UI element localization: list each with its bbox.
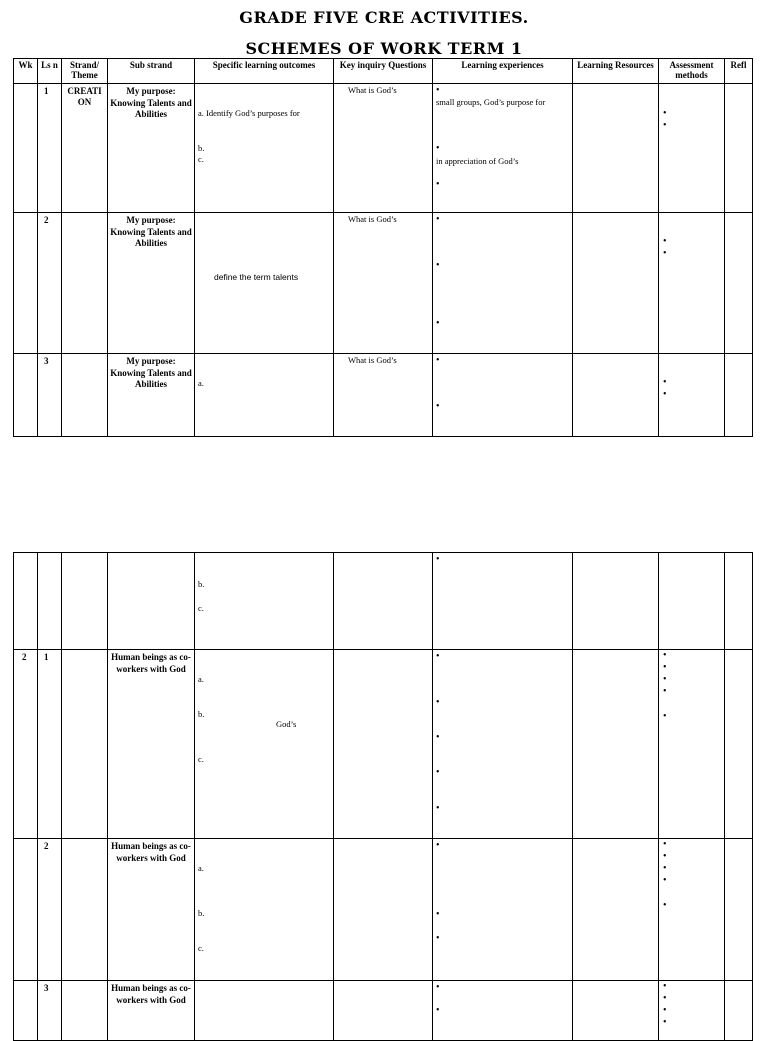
bullet: • (663, 108, 667, 119)
substrand-text: Human beings as co-workers with God (111, 983, 191, 1005)
substrand-cell (108, 839, 195, 981)
questions-cell (334, 981, 433, 1041)
page-title: GRADE FIVE CRE ACTIVITIES. (239, 8, 529, 27)
bullet: • (663, 120, 667, 131)
strand-text: CREATI ON (67, 86, 102, 107)
assessment-cell (659, 981, 725, 1041)
header-lesson: Ls n (38, 59, 62, 84)
inquiry-question: What is God’s (348, 355, 397, 365)
outcome-b: b. (198, 143, 205, 153)
substrand-text: My purpose: Knowing Talents and Abilities (110, 215, 192, 248)
lesson-number: 2 (44, 841, 49, 851)
bullet: • (663, 900, 667, 911)
resources-cell (573, 981, 659, 1041)
questions-cell (334, 213, 433, 354)
experiences-cell (433, 981, 573, 1041)
header-reflection: Refl (725, 59, 753, 84)
table-row (14, 650, 753, 839)
outcome-a: a. Identify God’s purposes for (198, 108, 300, 118)
bullet: • (663, 650, 667, 661)
substrand-cell (108, 553, 195, 650)
bullet: • (663, 875, 667, 886)
week-cell (14, 839, 38, 981)
header-outcomes: Specific learning outcomes (195, 59, 334, 84)
resources-cell (573, 84, 659, 213)
strand-cell (62, 981, 108, 1041)
outcome-a: a. (198, 863, 204, 873)
outcome-text: define the term talents (214, 272, 299, 282)
reflection-cell (725, 553, 753, 650)
reflection-cell (725, 839, 753, 981)
strand-cell (62, 839, 108, 981)
resources-cell (573, 839, 659, 981)
week-cell (14, 213, 38, 354)
table-row (14, 981, 753, 1041)
header-resources: Learning Resources (573, 59, 659, 84)
outcomes-cell (195, 213, 334, 354)
lesson-cell (38, 354, 62, 437)
page-subtitle: SCHEMES OF WORK TERM 1 (245, 39, 523, 58)
questions-cell (334, 84, 433, 213)
header-week: Wk (14, 59, 38, 84)
experiences-cell (433, 84, 573, 213)
outcomes-cell (195, 981, 334, 1041)
inquiry-question: What is God’s (348, 214, 397, 224)
questions-cell (334, 839, 433, 981)
experiences-cell (433, 650, 573, 839)
substrand-cell (108, 650, 195, 839)
reflection-cell (725, 650, 753, 839)
table-row (14, 84, 753, 213)
substrand-text: Human beings as co-workers with God (111, 652, 191, 674)
resources-cell (573, 553, 659, 650)
lesson-number: 3 (44, 356, 49, 366)
outcomes-cell (195, 839, 334, 981)
outcome-b: b. (198, 709, 205, 719)
resources-cell (573, 354, 659, 437)
assessment-cell (659, 213, 725, 354)
bullet: • (436, 840, 440, 851)
bullet: • (436, 933, 440, 944)
bullet: • (436, 651, 440, 662)
bullet: • (436, 179, 440, 190)
substrand-cell (108, 213, 195, 354)
bullet: • (436, 85, 440, 96)
outcome-c: c. (198, 943, 204, 953)
bullet: • (436, 318, 440, 329)
inquiry-question: What is God’s (348, 85, 397, 95)
lesson-cell (38, 84, 62, 213)
week-cell (14, 354, 38, 437)
experiences-cell (433, 839, 573, 981)
bullet: • (436, 982, 440, 993)
outcomes-cell (195, 650, 334, 839)
week-number: 2 (22, 652, 27, 662)
reflection-cell (725, 84, 753, 213)
experiences-cell (433, 213, 573, 354)
lesson-number: 1 (44, 86, 49, 96)
experiences-cell (433, 553, 573, 650)
table-row (14, 213, 753, 354)
substrand-text: My purpose: Knowing Talents and Abilities (110, 356, 192, 389)
bullet: • (436, 355, 440, 366)
lesson-cell (38, 839, 62, 981)
bullet: • (663, 711, 667, 722)
bullet: • (436, 767, 440, 778)
bullet: • (436, 732, 440, 743)
substrand-cell (108, 981, 195, 1041)
assessment-cell (659, 839, 725, 981)
outcome-c: c. (198, 754, 204, 764)
lesson-number: 1 (44, 652, 49, 662)
questions-cell (334, 650, 433, 839)
outcomes-cell (195, 354, 334, 437)
bullet: • (436, 260, 440, 271)
header-strand: Strand/ Theme (62, 59, 108, 84)
substrand-cell (108, 354, 195, 437)
bullet: • (663, 686, 667, 697)
substrand-text: Human beings as co-workers with God (111, 841, 191, 863)
bullet: • (663, 839, 667, 850)
assessment-cell (659, 354, 725, 437)
outcome-a: a. (198, 674, 204, 684)
experience-text: small groups, God’s purpose for (436, 97, 546, 107)
bullet: • (663, 236, 667, 247)
bullet: • (436, 697, 440, 708)
lesson-cell (38, 553, 62, 650)
week-cell (14, 84, 38, 213)
table-row (14, 553, 753, 650)
bullet: • (436, 143, 440, 154)
questions-cell (334, 553, 433, 650)
bullet: • (663, 1005, 667, 1016)
bullet: • (663, 1017, 667, 1028)
header-assessment: Assessment methods (659, 59, 725, 84)
substrand-text: My purpose: Knowing Talents and Abilities (110, 86, 192, 119)
lesson-cell (38, 213, 62, 354)
bullet: • (436, 803, 440, 814)
bullet: • (436, 214, 440, 225)
outcome-b: b. (198, 579, 205, 589)
table-header-row (14, 59, 753, 84)
strand-cell (62, 213, 108, 354)
bullet: • (663, 993, 667, 1004)
header-substrand: Sub strand (108, 59, 195, 84)
outcomes-cell (195, 553, 334, 650)
bullet: • (663, 674, 667, 685)
lesson-number: 3 (44, 983, 49, 993)
strand-cell (62, 553, 108, 650)
resources-cell (573, 650, 659, 839)
lesson-cell (38, 650, 62, 839)
substrand-cell (108, 84, 195, 213)
header-questions: Key inquiry Questions (334, 59, 433, 84)
reflection-cell (725, 354, 753, 437)
week-cell (14, 650, 38, 839)
strand-cell (62, 84, 108, 213)
bullet: • (663, 863, 667, 874)
outcome-text: God’s (276, 719, 297, 729)
reflection-cell (725, 213, 753, 354)
assessment-cell (659, 650, 725, 839)
bullet: • (663, 662, 667, 673)
bullet: • (663, 248, 667, 259)
strand-cell (62, 650, 108, 839)
resources-cell (573, 213, 659, 354)
table-row (14, 354, 753, 437)
lesson-cell (38, 981, 62, 1041)
lesson-number: 2 (44, 215, 49, 225)
outcome-b: b. (198, 908, 205, 918)
week-cell (14, 981, 38, 1041)
assessment-cell (659, 553, 725, 650)
header-experiences: Learning experiences (433, 59, 573, 84)
outcome-c: c. (198, 603, 204, 613)
bullet: • (663, 851, 667, 862)
experience-text: in appreciation of God’s (436, 156, 519, 166)
bullet: • (436, 909, 440, 920)
bullet: • (663, 377, 667, 388)
questions-cell (334, 354, 433, 437)
bullet: • (436, 401, 440, 412)
bullet: • (663, 981, 667, 992)
reflection-cell (725, 981, 753, 1041)
schemes-table-page1 (13, 58, 753, 437)
bullet: • (663, 389, 667, 400)
bullet: • (436, 554, 440, 565)
bullet: • (436, 1005, 440, 1016)
outcomes-cell (195, 84, 334, 213)
experiences-cell (433, 354, 573, 437)
week-cell (14, 553, 38, 650)
assessment-cell (659, 84, 725, 213)
schemes-table-page2 (13, 552, 753, 1041)
strand-cell (62, 354, 108, 437)
outcome-c: c. (198, 154, 204, 164)
outcome-a: a. (198, 378, 204, 388)
table-row (14, 839, 753, 981)
